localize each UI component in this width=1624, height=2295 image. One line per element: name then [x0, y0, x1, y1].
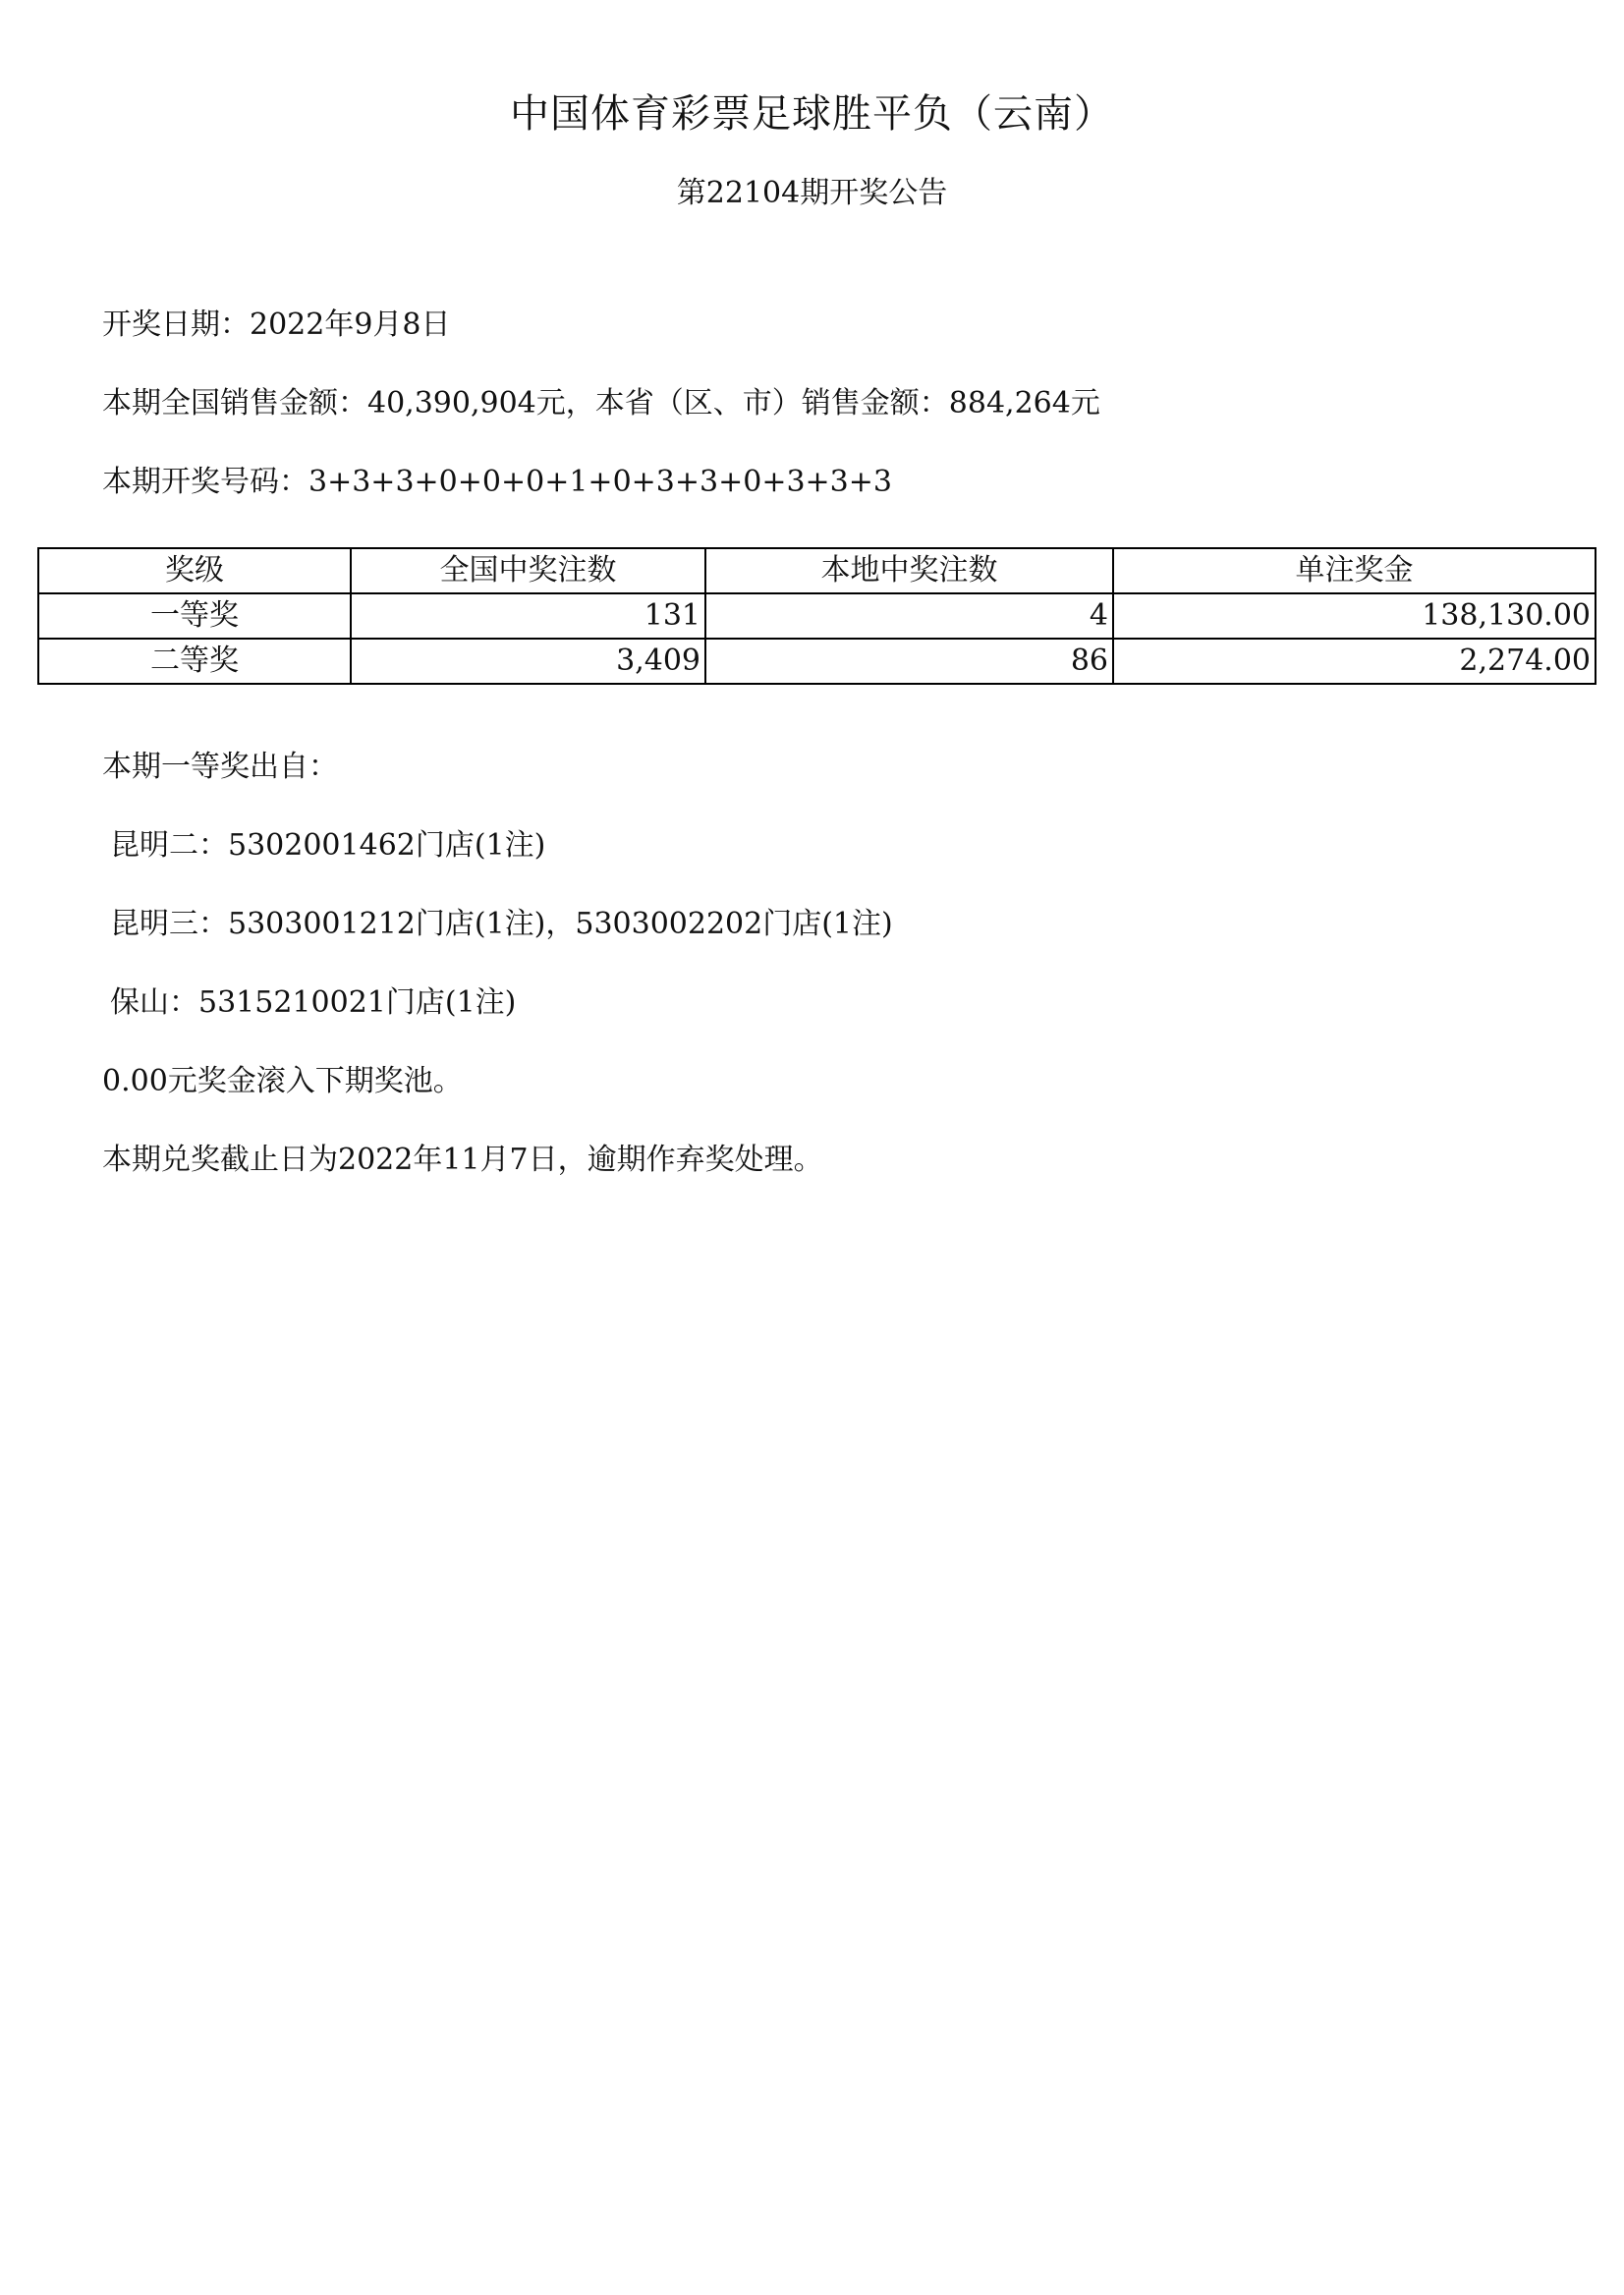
cell-national-count: 3,409 [351, 639, 705, 684]
header-level: 奖级 [38, 548, 351, 593]
cell-prize-amount: 2,274.00 [1113, 639, 1596, 684]
header-prize-amount: 单注奖金 [1113, 548, 1596, 593]
claim-deadline: 本期兑奖截止日为2022年11月7日，逾期作弃奖处理。 [102, 1143, 823, 1177]
header-national-count: 全国中奖注数 [351, 548, 705, 593]
winner-item: 保山：5315210021门店(1注) [110, 985, 517, 1020]
winners-heading: 本期一等奖出自： [102, 750, 338, 784]
cell-local-count: 4 [705, 593, 1113, 639]
cell-prize-amount: 138,130.00 [1113, 593, 1596, 639]
sales-amount: 本期全国销售金额：40,390,904元，本省（区、市）销售金额：884,264元 [102, 386, 1100, 420]
winner-item: 昆明三：5303001212门店(1注)，5303002202门店(1注) [110, 907, 893, 941]
winner-item: 昆明二：5302001462门店(1注) [110, 828, 546, 863]
table-row [38, 639, 1596, 684]
cell-local-count: 86 [705, 639, 1113, 684]
header-local-count: 本地中奖注数 [705, 548, 1113, 593]
table-row [38, 593, 1596, 639]
cell-level: 二等奖 [38, 639, 351, 684]
page-subtitle: 第22104期开奖公告 [676, 176, 948, 210]
cell-national-count: 131 [351, 593, 705, 639]
winning-numbers: 本期开奖号码：3+3+3+0+0+0+1+0+3+3+0+3+3+3 [102, 465, 892, 499]
cell-level: 一等奖 [38, 593, 351, 639]
draw-date: 开奖日期：2022年9月8日 [102, 308, 451, 342]
table-header-row [38, 548, 1596, 593]
page-title: 中国体育彩票足球胜平负（云南） [510, 91, 1114, 137]
rollover-note: 0.00元奖金滚入下期奖池。 [102, 1064, 463, 1098]
prize-table [37, 547, 1596, 685]
